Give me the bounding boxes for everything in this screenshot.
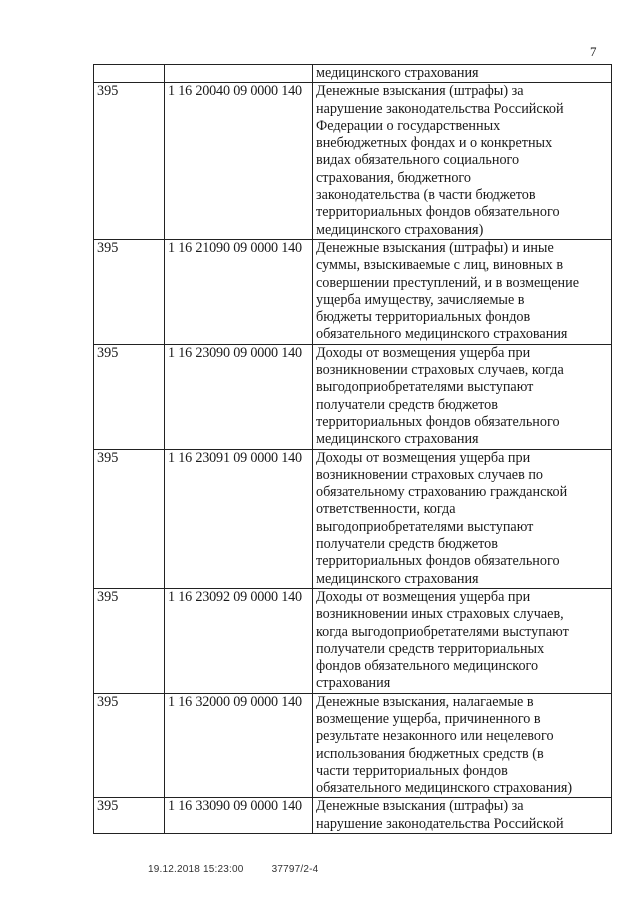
budget-code-cell: 1 16 23092 09 0000 140	[165, 588, 313, 693]
budget-code-cell: 1 16 21090 09 0000 140	[165, 239, 313, 344]
admin-code-cell: 395	[94, 798, 165, 834]
description-cell: Денежные взыскания (штрафы) и иные суммы, взыскиваемые с лиц, виновных в совершении преступлений, и в возмещение ущерба имуществу, зачисляемые в бюджеты территориальных фондов обязательного медицинского страхования	[313, 239, 612, 344]
table-row	[94, 83, 612, 240]
description-cell: Денежные взыскания (штрафы) за нарушение законодательства Российской Федерации о государственных внебюджетных фондах и о конкретных видах обязательного социального страхования, бюджетного законодательства (в части бюджетов территориальных фондов обязательного медицинского страхования)	[313, 83, 612, 240]
admin-code-cell: 395	[94, 693, 165, 798]
budget-code-cell: 1 16 33090 09 0000 140	[165, 798, 313, 834]
admin-code-cell: 395	[94, 239, 165, 344]
budget-code-cell: 1 16 32000 09 0000 140	[165, 693, 313, 798]
admin-code-cell	[94, 65, 165, 83]
admin-code-cell: 395	[94, 449, 165, 588]
table-row	[94, 693, 612, 798]
description-cell: Доходы от возмещения ущерба при возникновении страховых случаев по обязательному страхованию гражданской ответственности, когда выгодоприобретателями выступают получатели средств бюджетов территориальных фондов обязательного медицинского страхования	[313, 449, 612, 588]
footer-doc-id: 37797/2-4	[271, 864, 319, 875]
budget-code-cell: 1 16 23090 09 0000 140	[165, 344, 313, 449]
table-row	[94, 344, 612, 449]
admin-code-cell: 395	[94, 83, 165, 240]
description-cell: Доходы от возмещения ущерба при возникновении страховых случаев, когда выгодоприобретателями выступают получатели средств бюджетов территориальных фондов обязательного медицинского страхования	[313, 344, 612, 449]
admin-code-cell: 395	[94, 588, 165, 693]
description-cell: Денежные взыскания, налагаемые в возмещение ущерба, причиненного в результате незаконного или нецелевого использования бюджетных средств (в части территориальных фондов обязательного медицинского страхования)	[313, 693, 612, 798]
footer-stamp	[148, 864, 318, 875]
description-cell: Денежные взыскания (штрафы) за нарушение законодательства Российской	[313, 798, 612, 834]
table-row	[94, 798, 612, 834]
table-row	[94, 588, 612, 693]
table-row	[94, 449, 612, 588]
description-cell: медицинского страхования	[313, 65, 612, 83]
description-cell: Доходы от возмещения ущерба при возникновении иных страховых случаев, когда выгодоприобретателями выступают получатели средств территориальных фондов обязательного медицинского страхования	[313, 588, 612, 693]
budget-code-cell: 1 16 20040 09 0000 140	[165, 83, 313, 240]
budget-code-cell	[165, 65, 313, 83]
footer-datetime: 19.12.2018 15:23:00	[148, 864, 244, 875]
table-row	[94, 239, 612, 344]
budget-code-cell: 1 16 23091 09 0000 140	[165, 449, 313, 588]
budget-codes-table	[93, 64, 612, 834]
admin-code-cell: 395	[94, 344, 165, 449]
table-row-continuation	[94, 65, 612, 83]
page-number: 7	[590, 44, 597, 59]
